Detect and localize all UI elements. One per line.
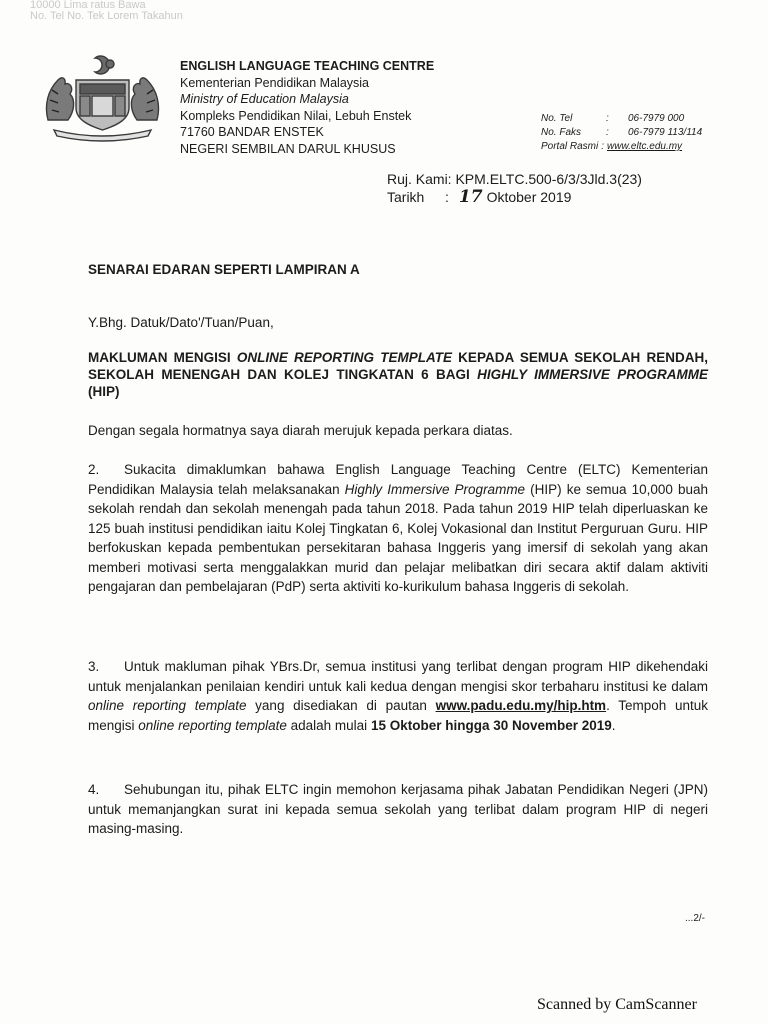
date-month-year: Oktober 2019 <box>486 189 572 205</box>
ministry-malay: Kementerian Pendidikan Malaysia <box>180 75 369 90</box>
bleed-line-2: No. Tel No. Tek Lorem Takahun <box>30 10 183 22</box>
paragraph-number: 4. <box>88 782 100 797</box>
paragraph-number: 3. <box>88 659 100 674</box>
date-day-handwritten: 17 <box>458 187 483 207</box>
distribution-heading: SENARAI EDARAN SEPERTI LAMPIRAN A <box>88 262 360 277</box>
bleed-through-text <box>30 0 450 22</box>
page-continuation: ...2/- <box>685 913 706 924</box>
contact-label: Portal Rasmi <box>541 141 599 152</box>
contact-phone: No. Tel : 06-7979 000 <box>541 113 685 124</box>
contact-value: 06-7979 000 <box>628 113 685 124</box>
date-colon: : <box>445 189 449 205</box>
letterhead-address <box>180 58 434 157</box>
portal-link[interactable]: www.eltc.edu.my <box>607 141 683 152</box>
reference-row <box>387 170 642 188</box>
address-line-3: NEGERI SEMBILAN DARUL KHUSUS <box>180 141 396 156</box>
salutation: Y.Bhg. Datuk/Dato'/Tuan/Puan, <box>88 315 274 330</box>
reference-label: Ruj. Kami: <box>387 171 452 187</box>
bleed-line-1: 10000 Lima ratus Bawa <box>30 0 146 11</box>
contact-block <box>541 112 702 154</box>
opening-line: Dengan segala hormatnya saya diarah merujuk kepada perkara diatas. <box>88 423 513 438</box>
paragraph-4: 4. Sehubungan itu, pihak ELTC ingin memohon kerjasama pihak Jabatan Pendidikan Negeri (JPN) untuk memanjangkan surat ini kepada semua sekolah yang terlibat dalam program HIP di negeri masing-masing. <box>88 782 708 836</box>
contact-label: No. Tel <box>541 113 573 124</box>
subject-title: MAKLUMAN MENGISI ONLINE REPORTING TEMPLATE KEPADA SEMUA SEKOLAH RENDAH, SEKOLAH MENENGAH DAN KOLEJ TINGKATAN 6 BAGI HIGHLY IMMERSIVE PROGRAMME (HIP) <box>88 350 709 399</box>
contact-value: 06-7979 113/114 <box>628 127 703 138</box>
address-line-1: Kompleks Pendidikan Nilai, Lebuh Enstek <box>180 108 412 123</box>
reference-block <box>387 170 642 206</box>
contact-label: No. Faks <box>541 127 582 138</box>
date-label: Tarikh <box>387 189 425 205</box>
scanner-footer: Scanned by CamScanner <box>537 996 697 1013</box>
contact-portal: Portal Rasmi : www.eltc.edu.my <box>541 141 683 152</box>
date-row <box>387 188 642 206</box>
hip-link[interactable]: www.padu.edu.my/hip.htm <box>435 698 607 713</box>
date-range: 15 Oktober hingga 30 November 2019 <box>370 717 612 733</box>
contact-fax: No. Faks : 06-7979 113/114 <box>541 127 703 138</box>
paragraph-2: 2. Sukacita dimaklumkan bahawa English Language Teaching Centre (ELTC) Kementerian Pendidikan Malaysia telah melaksanakan Highly Immersive Programme (HIP) ke semua 10,000 buah sekolah rendah dan sekolah menengah pada tahun 2018. Pada tahun 2019 HIP telah diperluaskan ke 125 buah institusi pendidikan iaitu Kolej Tingkatan 6, Kolej Vokasional dan Institut Perguruan Guru. HIP berfokuskan kepada pembentukan persekitaran bahasa Inggeris yang imersif di sekolah yang akan memberi motivasi serta menggalakkan murid dan pelajar melibatkan diri secara aktif dalam aktiviti pengajaran dan pembelajaran (PdP) serta aktiviti ko-kurikulum bahasa Inggeris di sekolah. <box>88 462 708 594</box>
paragraph-number: 2. <box>88 462 100 477</box>
ministry-english: Ministry of Education Malaysia <box>180 92 349 106</box>
malaysia-coat-of-arms-icon <box>40 50 165 142</box>
reference-value: KPM.ELTC.500-6/3/3Jld.3(23) <box>455 171 642 187</box>
org-name: ENGLISH LANGUAGE TEACHING CENTRE <box>180 59 435 73</box>
address-line-2: 71760 BANDAR ENSTEK <box>180 125 324 139</box>
paragraph-3: 3. Untuk makluman pihak YBrs.Dr, semua institusi yang terlibat dengan program HIP dikehendaki untuk menjalankan penilaian kendiri untuk kali kedua dengan mengisi skor terbaharu institusi ke dalam online reporting template yang disediakan di pautan www.padu.edu.my/hip.htm. Tempoh untuk mengisi online reporting template adalah mulai 15 Oktober hingga 30 November 2019. <box>88 659 709 733</box>
